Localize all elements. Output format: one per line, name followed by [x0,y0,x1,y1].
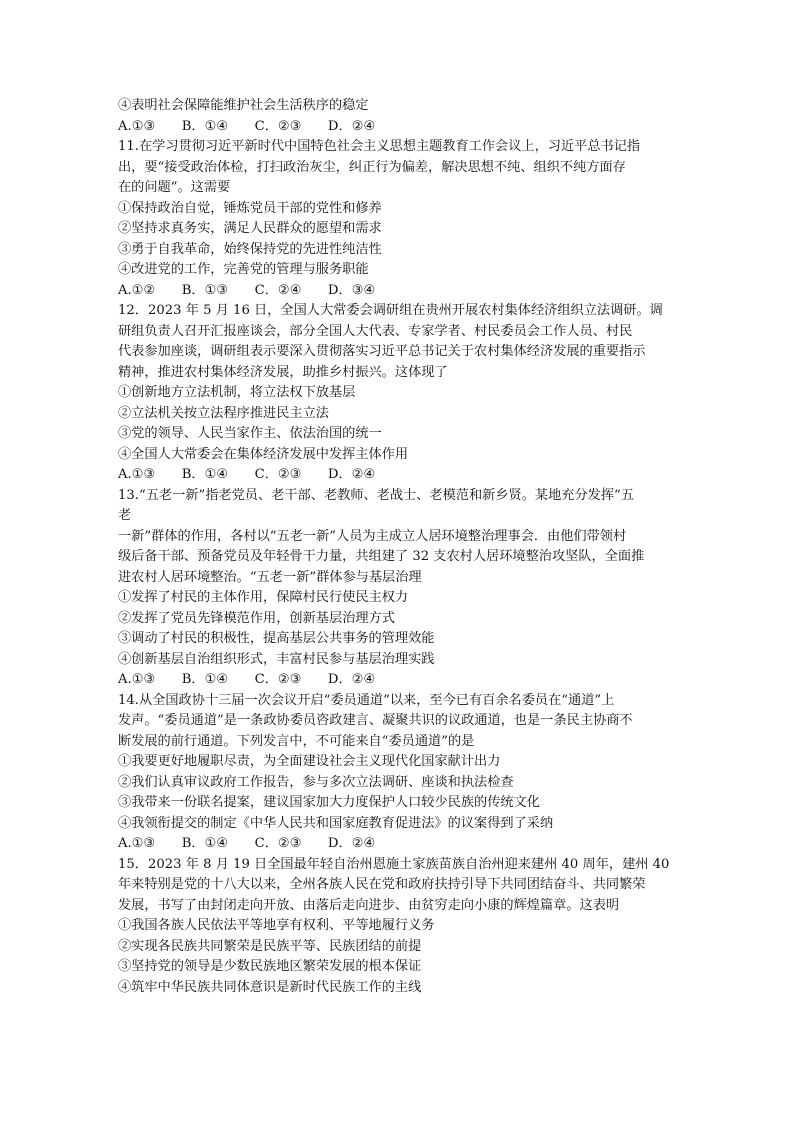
option-line: ②我们认真审议政府工作报告，参与多次立法调研、座谈和执法检查 [118,774,514,790]
option-line: ③我带来一份联名提案，建议国家加大力度保护人口较少民族的传统文化 [118,795,540,810]
question-15-stem: 15．2023 年 8 月 19 日全国最年轻自治州恩施土家族苗族自治州迎来建州 40 周年，建州 40 [118,856,670,872]
option-line: ①保持政治自觉，锤炼党员干部的党性和修养 [118,200,382,216]
option-line: ④我领衔提交的制定《中华人民共和国家庭教育促进法》的议案得到了采纳 [118,815,554,831]
option-line: ③勇于自我革命，始终保持党的先进性纯洁性 [118,241,382,257]
question-13-stem: 级后备干部、预备党员及年轻骨干力量，共组建了 32 支农村人居环境整治攻坚队，全面推 [118,549,645,564]
question-11-stem: 在的问题”。这需要 [118,180,231,195]
option-line: ①发挥了村民的主体作用，保障村民行使民主权力 [118,590,409,605]
answer-choices: A.①③ B．①④ C．②③ D．②④ [118,118,376,134]
question-11-stem: 11.在学习贯彻习近平新时代中国特色社会主义思想主题教育工作会议上，习近平总书记指 [118,139,641,154]
option-line: ②立法机关按立法程序推进民主立法 [118,405,329,421]
answer-choices: A.①③ B．①④ C．②③ D．②④ [118,672,376,687]
option-line: ③坚持党的领导是少数民族地区繁荣发展的根本保证 [118,959,422,974]
option-line: ②实现各民族共同繁荣是民族平等、民族团结的前提 [118,938,422,954]
option-line: ①创新地方立法机制，将立法权下放基层 [118,385,356,400]
option-line: ③党的领导、人民当家作主、依法治国的统一 [118,426,382,441]
question-14-stem: 断发展的前行通道。下列发言中，不可能来自“委员通道”的是 [118,733,475,749]
question-14-stem: 14.从全国政协十三届一次会议开启“委员通道”以来，至今已有百余名委员在“通道”上 [118,692,615,708]
exam-page [118,96,676,998]
option-line: ③调动了村民的积极性，提高基层公共事务的管理效能 [118,631,435,646]
question-12-stem: 12．2023 年 5 月 16 日，全国人大常委会调研组在贵州开展农村集体经济组织立法调研。调 [118,303,663,318]
question-15-stem: 年来特别是党的十八大以来，全州各族人民在党和政府扶持引导下共同团结奋斗、共同繁荣 [118,877,646,892]
question-13-stem: 进农村人居环境整治。“五老一新”群体参与基层治理 [118,569,422,585]
question-12-stem: 精神，推进农村集体经济发展，助推乡村振兴。这体现了 [118,364,448,380]
question-14-stem: 发声。“委员通道”是一条政协委员咨政建言、凝聚共识的议政通道，也是一条民主协商不 [118,713,633,728]
question-15-stem: 发展，书写了由封闭走向开放、由落后走向进步、由贫穷走向小康的辉煌篇章。这表明 [118,897,620,913]
option-line: ①我要更好地履职尽责，为全面建设社会主义现代化国家献计出力 [118,754,501,769]
answer-choices: A.①③ B．①④ C．②③ D．②④ [118,836,376,851]
option-line: ④创新基层自治组织形式，丰富村民参与基层治理实践 [118,651,435,667]
answer-choices: A.①③ B．①④ C．②③ D．②④ [118,467,376,482]
answer-choices: A.①② B．①③ C．②④ D．③④ [118,282,376,298]
option-line: ④改进党的工作，完善党的管理与服务职能 [118,262,369,277]
question-11-stem: 出，要“接受政治体检，打扫政治灰尘，纠正行为偏差，解决思想不纯、组织不纯方面存 [118,159,626,175]
option-line: ④表明社会保障能维护社会生活秩序的稳定 [118,98,369,113]
question-13-stem: 一新”群体的作用，各村以“五老一新”人员为主成立人居环境整治理事会．由他们带领村 [118,528,627,544]
question-13-stem: 13.“五老一新”指老党员、老干部、老教师、老战士、老模范和新乡贤。某地充分发挥“五 [118,487,634,503]
option-line: ④全国人大常委会在集体经济发展中发挥主体作用 [118,446,409,462]
question-12-stem: 研组负责人召开汇报座谈会，部分全国人大代表、专家学者、村民委员会工作人员、村民 [118,323,633,339]
question-12-stem: 代表参加座谈，调研组表示要深入贯彻落实习近平总书记关于农村集体经济发展的重要指示 [118,344,646,359]
option-line: ④筑牢中华民族共同体意识是新时代民族工作的主线 [118,979,422,995]
option-line: ②发挥了党员先锋模范作用，创新基层治理方式 [118,610,395,626]
question-13-stem: 老 [118,508,132,523]
option-line: ①我国各族人民依法平等地享有权利、平等地履行义务 [118,918,435,933]
option-line: ②坚持求真务实，满足人民群众的愿望和需求 [118,221,382,236]
